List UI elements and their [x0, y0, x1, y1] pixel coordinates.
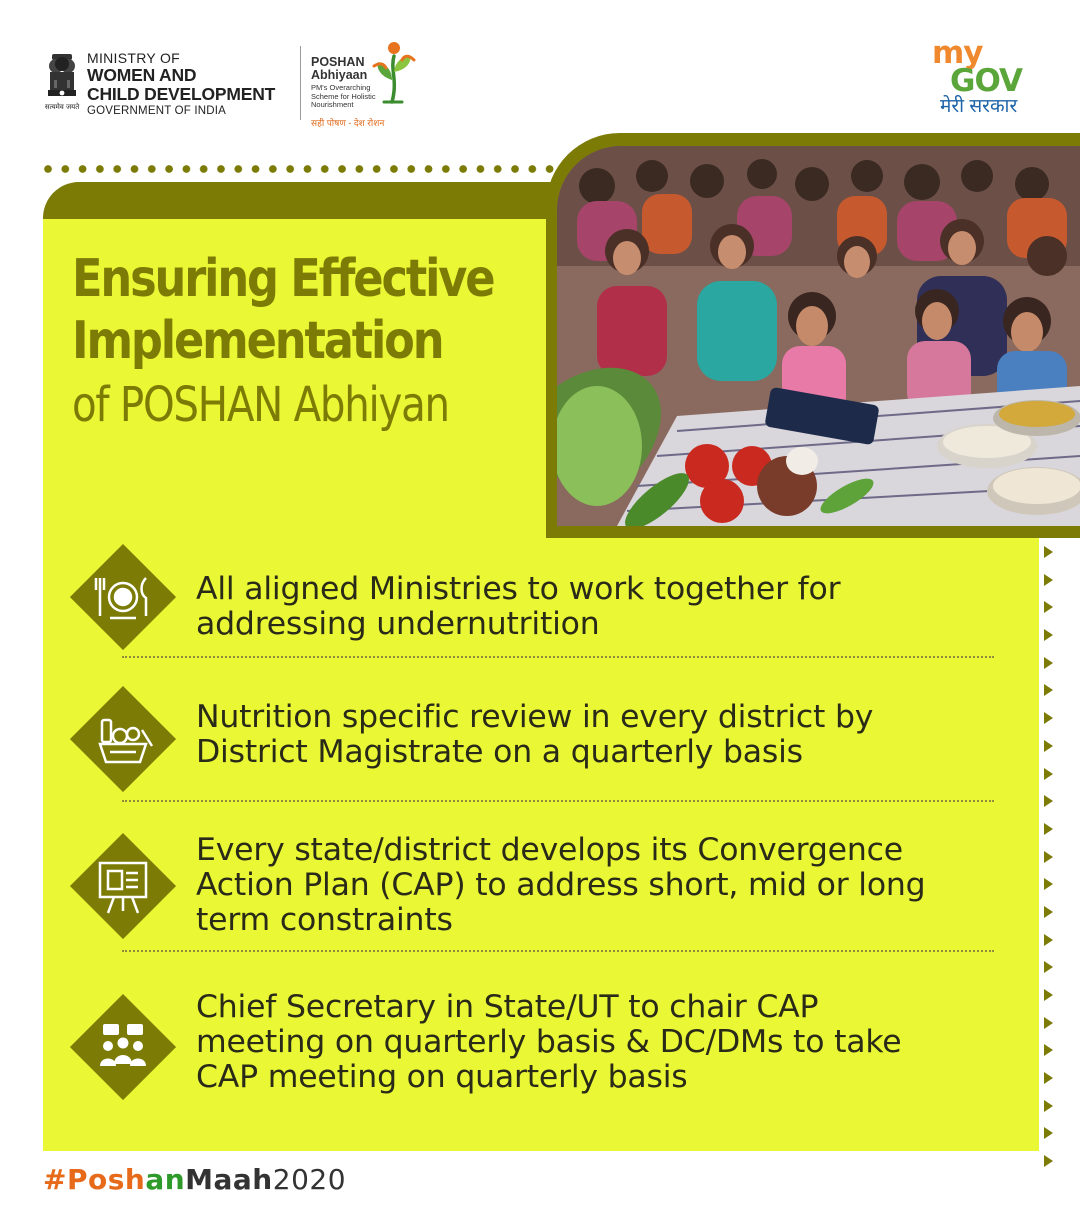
title-line3: of POSHAN Abhiyan — [72, 377, 449, 433]
poshan-logo-tagline: सही पोषण - देश रोशन — [311, 117, 385, 128]
header-divider — [300, 46, 301, 120]
poshan-logo-line1: POSHAN — [311, 55, 365, 69]
item-text: All aligned Ministries to work together for addressing undernutrition — [196, 571, 841, 642]
item-text: Nutrition specific review in every district by District Magistrate on a quarterly basis — [196, 699, 874, 770]
government-of-india: GOVERNMENT OF INDIA — [87, 105, 227, 117]
food-basket-icon — [70, 686, 176, 792]
emblem-motto: सत्यमेव जयते — [44, 103, 80, 111]
national-emblem-icon — [44, 52, 80, 116]
dotted-separator — [122, 800, 994, 802]
dotted-separator — [122, 656, 994, 658]
ministry-prefix: MINISTRY OF — [87, 50, 181, 66]
dotted-decoration — [44, 165, 564, 173]
poshan-sprout-icon — [372, 40, 416, 110]
poshan-logo-desc: PM's Overarching Scheme for Holistic Nourishment — [311, 83, 376, 109]
presentation-board-icon — [70, 833, 176, 939]
mygov-my: my — [932, 35, 983, 71]
ministry-name-line2: CHILD DEVELOPMENT — [87, 84, 276, 104]
dining-plate-icon — [70, 544, 176, 650]
right-edge-markers — [1044, 546, 1056, 1146]
item-text: Chief Secretary in State/UT to chair CAP meeting on quarterly basis & DC/DMs to take CAP meeting on quarterly basis — [196, 989, 902, 1095]
ministry-name-line1: WOMEN AND — [87, 65, 197, 85]
title-line2: Implementation — [72, 311, 443, 371]
community-gathering-photo — [557, 146, 1080, 526]
poshan-logo-line2: Abhiyaan — [311, 68, 368, 82]
meeting-group-icon — [70, 994, 176, 1100]
mygov-hindi-tagline: मेरी सरकार — [940, 96, 1018, 117]
mygov-gov: GOV — [950, 63, 1022, 99]
mygov-logo — [932, 35, 1042, 118]
ministry-logo-text — [87, 50, 275, 118]
page-title — [72, 248, 562, 438]
item-text: Every state/district develops its Convergence Action Plan (CAP) to address short, mid or long term constraints — [196, 832, 926, 938]
hashtag-poshanmaah: #PoshanMaah2020 — [43, 1163, 347, 1196]
dotted-separator — [122, 950, 994, 952]
title-line1: Ensuring Effective — [72, 249, 494, 309]
